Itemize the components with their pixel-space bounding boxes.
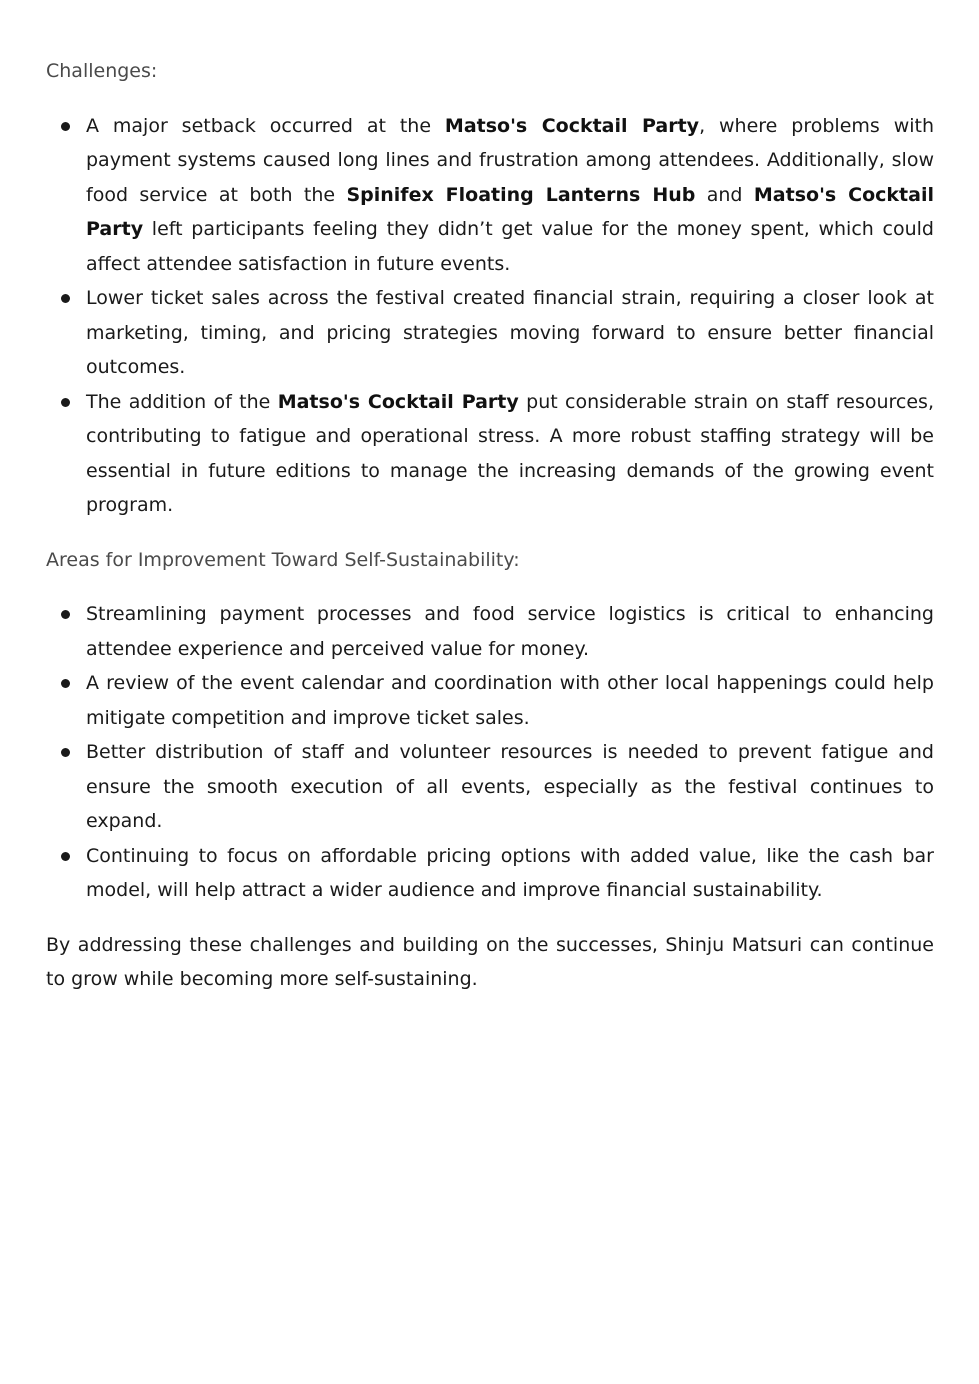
event-name: Spinifex Floating Lanterns Hub [346,183,696,206]
bullet-icon [61,294,70,303]
challenges-list [46,109,934,523]
list-item [46,666,934,735]
event-name: Matso's Cocktail Party [86,183,934,240]
bullet-icon [61,398,70,407]
improvement-areas-heading: Areas for Improvement Toward Self-Sustainability: [46,548,520,571]
event-name: Matso's Cocktail Party [277,390,519,413]
list-item [46,735,934,839]
improvement-areas-list [46,597,934,908]
bullet-icon [61,122,70,131]
item-text: Streamlining payment processes and food service logistics is critical to enhancing attendee experience and perceived value for money. [86,603,934,660]
item-text: A review of the event calendar and coordination with other local happenings could help mitigate competition and improve ticket sales. [86,672,934,729]
list-item [46,109,934,282]
item-text: and [695,183,754,206]
item-text: Better distribution of staff and volunteer resources is needed to prevent fatigue and ensure the smooth execution of all events, especially as the festival continues to expand. [86,741,934,832]
item-text: A major setback occurred at the [86,114,445,137]
item-text: left participants feeling they didn’t get value for the money spent, which could affect attendee satisfaction in future events. [86,218,934,275]
list-item [46,597,934,666]
bullet-icon [61,610,70,619]
bullet-icon [61,748,70,757]
closing-paragraph: By addressing these challenges and building on the successes, Shinju Matsuri can continue to grow while becoming more self-sustaining. [46,933,934,990]
item-text: Continuing to focus on affordable pricing options with added value, like the cash bar model, will help attract a wider audience and improve financial sustainability. [86,844,934,901]
list-item [46,385,934,523]
item-text: put considerable strain on staff resources, contributing to fatigue and operational stress. A more robust staffing strategy will be essential in future editions to manage the increasing demands of the growing event program. [86,390,934,516]
item-text: , where problems with payment systems caused long lines and frustration among attendees. Additionally, slow food service at both the [86,114,934,206]
list-item [46,839,934,908]
list-item [46,281,934,385]
item-text: Lower ticket sales across the festival created financial strain, requiring a closer look at marketing, timing, and pricing strategies moving forward to ensure better financial outcomes. [86,287,934,378]
event-name: Matso's Cocktail Party [444,114,700,137]
item-text: The addition of the [86,390,278,413]
bullet-icon [61,852,70,861]
challenges-heading: Challenges: [46,60,158,82]
bullet-icon [61,679,70,688]
document-page [46,52,934,997]
